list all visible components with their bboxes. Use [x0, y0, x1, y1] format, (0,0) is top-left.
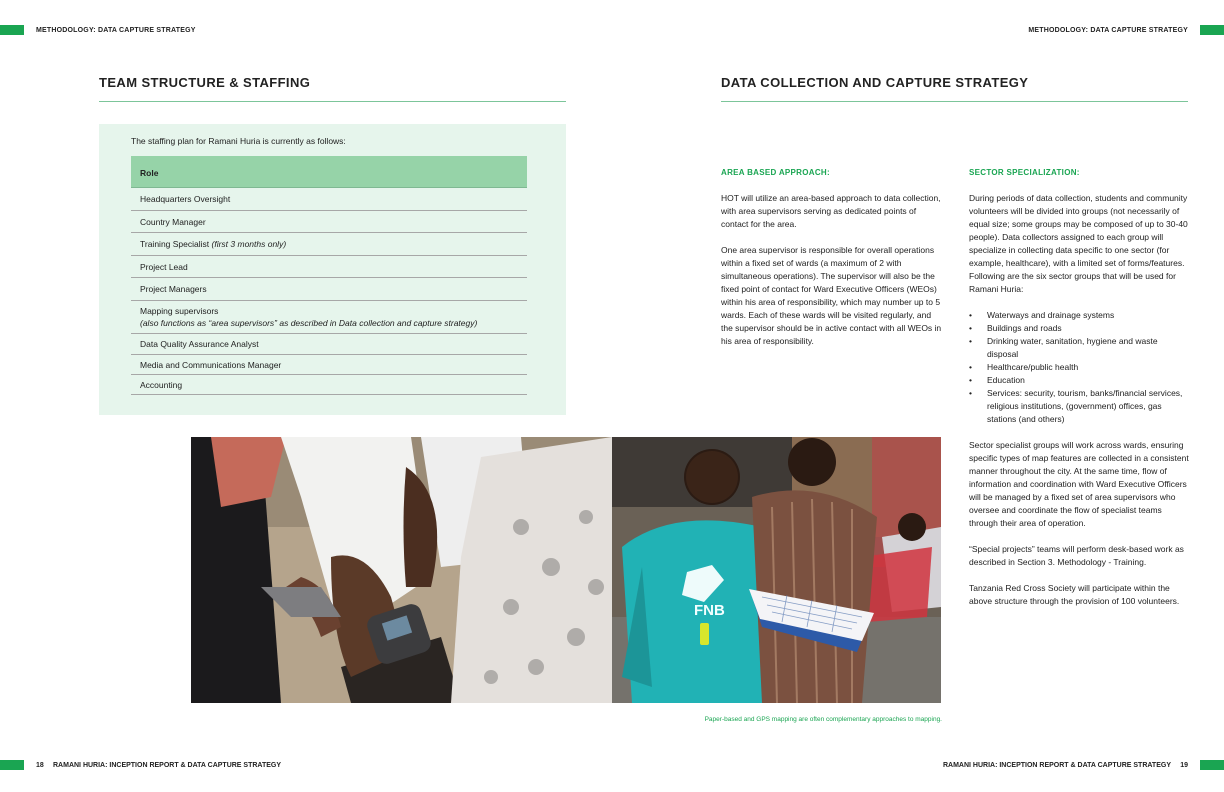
staffing-table — [131, 156, 527, 395]
role-label — [140, 239, 527, 249]
team-structure-heading: TEAM STRUCTURE & STAFFING — [99, 75, 311, 90]
role-label: Media and Communications Manager — [140, 359, 282, 370]
list-item: • Healthcare/public health — [969, 361, 1191, 374]
role-label-text: Training Specialist — [140, 239, 210, 249]
list-item: • Buildings and roads — [969, 322, 1191, 335]
table-row — [131, 375, 527, 395]
role-label: Country Manager — [140, 216, 206, 227]
table-header-role: Role — [131, 156, 527, 188]
role-label: Project Managers — [140, 284, 207, 294]
table-row — [131, 334, 527, 355]
footer-left-page-number: 18 — [36, 762, 44, 769]
data-collection-heading: DATA COLLECTION AND CAPTURE STRATEGY — [721, 75, 1029, 90]
footer-left-accent-bar — [0, 760, 24, 770]
sector-paragraph-3: “Special projects” teams will perform desk-based work as described in Section 3. Methodology - Training. — [969, 544, 1184, 567]
area-paragraph-1: HOT will utilize an area-based approach to data collection, with area supervisors serving as dedicated points of contact for the area. — [721, 193, 941, 229]
role-label-note: (first 3 months only) — [211, 239, 287, 249]
footer-right-title: RAMANI HURIA: INCEPTION REPORT & DATA CAPTURE STRATEGY — [942, 762, 1171, 769]
list-item: • Waterways and drainage systems — [969, 309, 1191, 322]
role-sublabel: (also functions as “area supervisors” as described in Data collection and capture strategy) — [140, 318, 478, 328]
footer-left-title: RAMANI HURIA: INCEPTION REPORT & DATA CAPTURE STRATEGY — [53, 762, 282, 769]
area-paragraph-2: One area supervisor is responsible for overall operations within a fixed set of wards (a maximum of 2 with simultaneous operations). The supervisor will also be the fixed point of contact for Ward Executive Officers (WEOs) within his area of responsibility, which may number up to 5 wards. Each of these wards will be visited regularly, and the supervisor should be in active contact with all WEOs in his area of responsibility. — [721, 245, 942, 346]
role-label: Data Quality Assurance Analyst — [140, 339, 259, 349]
header-right-accent-bar — [1200, 25, 1224, 35]
table-row — [131, 211, 527, 233]
sector-paragraph-1: During periods of data collection, students and community volunteers will be divided into groups (not necessarily of equal size; some groups may be composed of up to 30-40 people). Data collectors assigned to each group will specialize in collecting data specific to one sector (for example, healthcare), with a limited set of forms/features. Following are the six sector groups that will be used for Ramani Huria: — [969, 193, 1188, 294]
role-label: Accounting — [140, 379, 183, 390]
shirt-logo-text: FNB — [694, 602, 725, 619]
table-row — [131, 188, 527, 211]
list-item: • Education — [969, 374, 1191, 387]
footer-right-page-number: 19 — [1180, 762, 1188, 769]
role-label: Project Lead — [140, 261, 188, 272]
left-heading-rule — [99, 101, 566, 102]
gps-mapping-photo — [191, 437, 612, 703]
paper-mapping-photo — [612, 437, 941, 703]
photo-caption: Paper-based and GPS mapping are often complementary approaches to mapping. — [704, 716, 942, 723]
table-row — [131, 278, 527, 301]
footer-right-accent-bar — [1200, 760, 1224, 770]
list-item: • Services: security, tourism, banks/financial services, religious institutions, (government) offices, gas stations (and others) — [969, 387, 1191, 426]
sector-paragraph-4: Tanzania Red Cross Society will participate within the above structure through the provision of 100 volunteers. — [969, 583, 1180, 606]
area-approach-body — [721, 192, 943, 361]
paper-mapping-illustration — [612, 437, 941, 703]
header-left-accent-bar — [0, 25, 24, 35]
sector-specialization-heading: SECTOR SPECIALIZATION: — [969, 168, 1080, 177]
sector-specialization-body — [969, 192, 1191, 621]
table-row — [131, 256, 527, 278]
running-header-right: METHODOLOGY: DATA CAPTURE STRATEGY — [1028, 27, 1188, 34]
table-row — [131, 355, 527, 375]
role-label: Mapping supervisors — [140, 306, 219, 316]
list-item: • Drinking water, sanitation, hygiene and waste disposal — [969, 335, 1191, 361]
gps-mapping-illustration — [191, 437, 612, 703]
staffing-intro: The staffing plan for Ramani Huria is currently as follows: — [131, 136, 346, 146]
area-approach-heading: AREA BASED APPROACH: — [721, 168, 830, 177]
role-label: Headquarters Oversight — [140, 194, 231, 204]
running-header-left: METHODOLOGY: DATA CAPTURE STRATEGY — [36, 27, 196, 34]
table-row — [131, 301, 527, 334]
sector-paragraph-2: Sector specialist groups will work across wards, ensuring specific types of map features are collected in a consistent manner throughout the city. At the same time, flow of information and coordination with Ward Executive Officers will be managed by a fixed set of area supervisors who oversee and coordinate the flow of specialist teams through their area of operation. — [969, 440, 1189, 528]
right-heading-rule — [721, 101, 1188, 102]
sector-list — [969, 309, 1191, 426]
table-row — [131, 233, 527, 256]
